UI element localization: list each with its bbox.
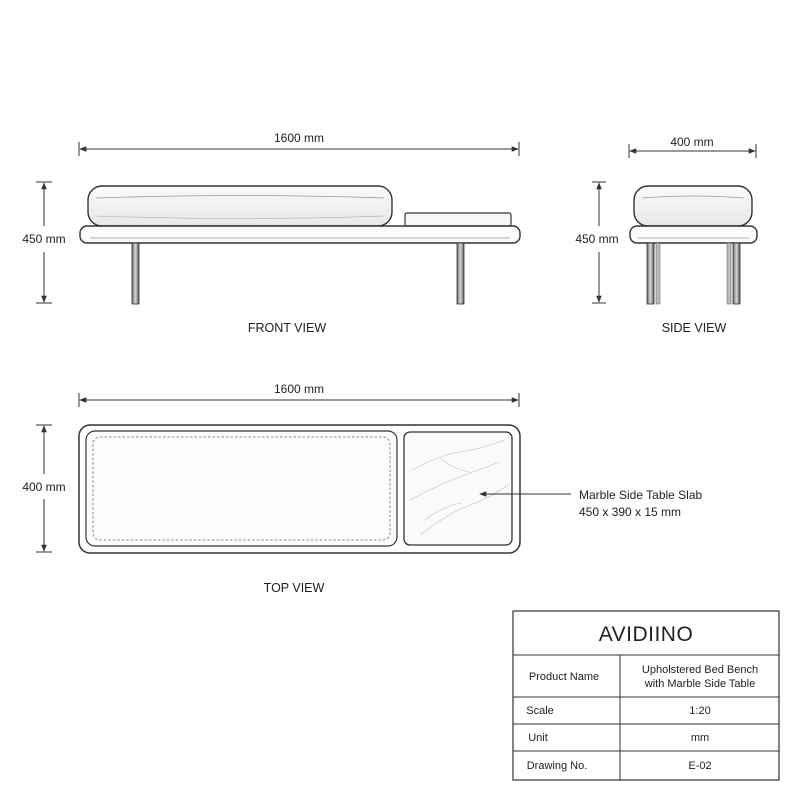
row-label-drawing-no: Drawing No. — [526, 760, 588, 772]
side-view-label: SIDE VIEW — [661, 321, 727, 335]
side-view — [575, 135, 757, 335]
front-width-label: 1600 mm — [273, 131, 325, 145]
front-marble-slab — [405, 213, 511, 226]
side-leg-back — [733, 243, 740, 304]
top-view-label: TOP VIEW — [263, 581, 325, 595]
row-label-scale: Scale — [526, 705, 554, 717]
side-cushion — [634, 186, 752, 226]
front-height-dimension — [22, 182, 65, 303]
top-view — [22, 382, 702, 595]
brand-name: AVIDIINO — [598, 623, 694, 646]
row-label-product-name: Product Name — [528, 671, 600, 683]
front-view-label: FRONT VIEW — [247, 321, 327, 335]
side-height-dimension — [575, 182, 618, 303]
side-width-dimension — [629, 135, 756, 158]
row-value-scale: 1:20 — [689, 705, 711, 717]
top-bench-drawing — [79, 425, 520, 553]
side-leg-front — [647, 243, 654, 304]
callout-line2: 450 x 390 x 15 mm — [579, 505, 682, 519]
row-value-product-name-line1: Upholstered Bed Bench — [641, 664, 759, 676]
top-marble-slab — [404, 432, 512, 545]
front-width-dimension — [79, 131, 519, 156]
top-depth-dimension — [22, 425, 65, 552]
side-height-label: 450 mm — [575, 232, 619, 246]
front-bench-drawing — [80, 186, 520, 304]
row-value-unit: mm — [690, 732, 710, 744]
front-base-frame — [80, 226, 520, 243]
top-cushion — [86, 431, 397, 546]
front-height-label: 450 mm — [22, 232, 66, 246]
top-width-label: 1600 mm — [273, 382, 325, 396]
front-leg-left — [132, 243, 139, 304]
row-label-unit: Unit — [528, 732, 548, 744]
front-leg-right — [457, 243, 464, 304]
row-value-product-name-line2: with Marble Side Table — [644, 678, 756, 690]
front-cushion — [88, 186, 392, 226]
side-width-label: 400 mm — [670, 135, 714, 149]
side-bench-drawing — [630, 186, 757, 304]
front-view — [22, 131, 520, 335]
top-width-dimension — [79, 382, 519, 407]
row-value-drawing-no: E-02 — [688, 760, 712, 772]
side-base-frame — [630, 226, 757, 243]
callout-line1: Marble Side Table Slab — [579, 488, 703, 502]
title-block — [513, 611, 779, 780]
top-depth-label: 400 mm — [22, 480, 66, 494]
